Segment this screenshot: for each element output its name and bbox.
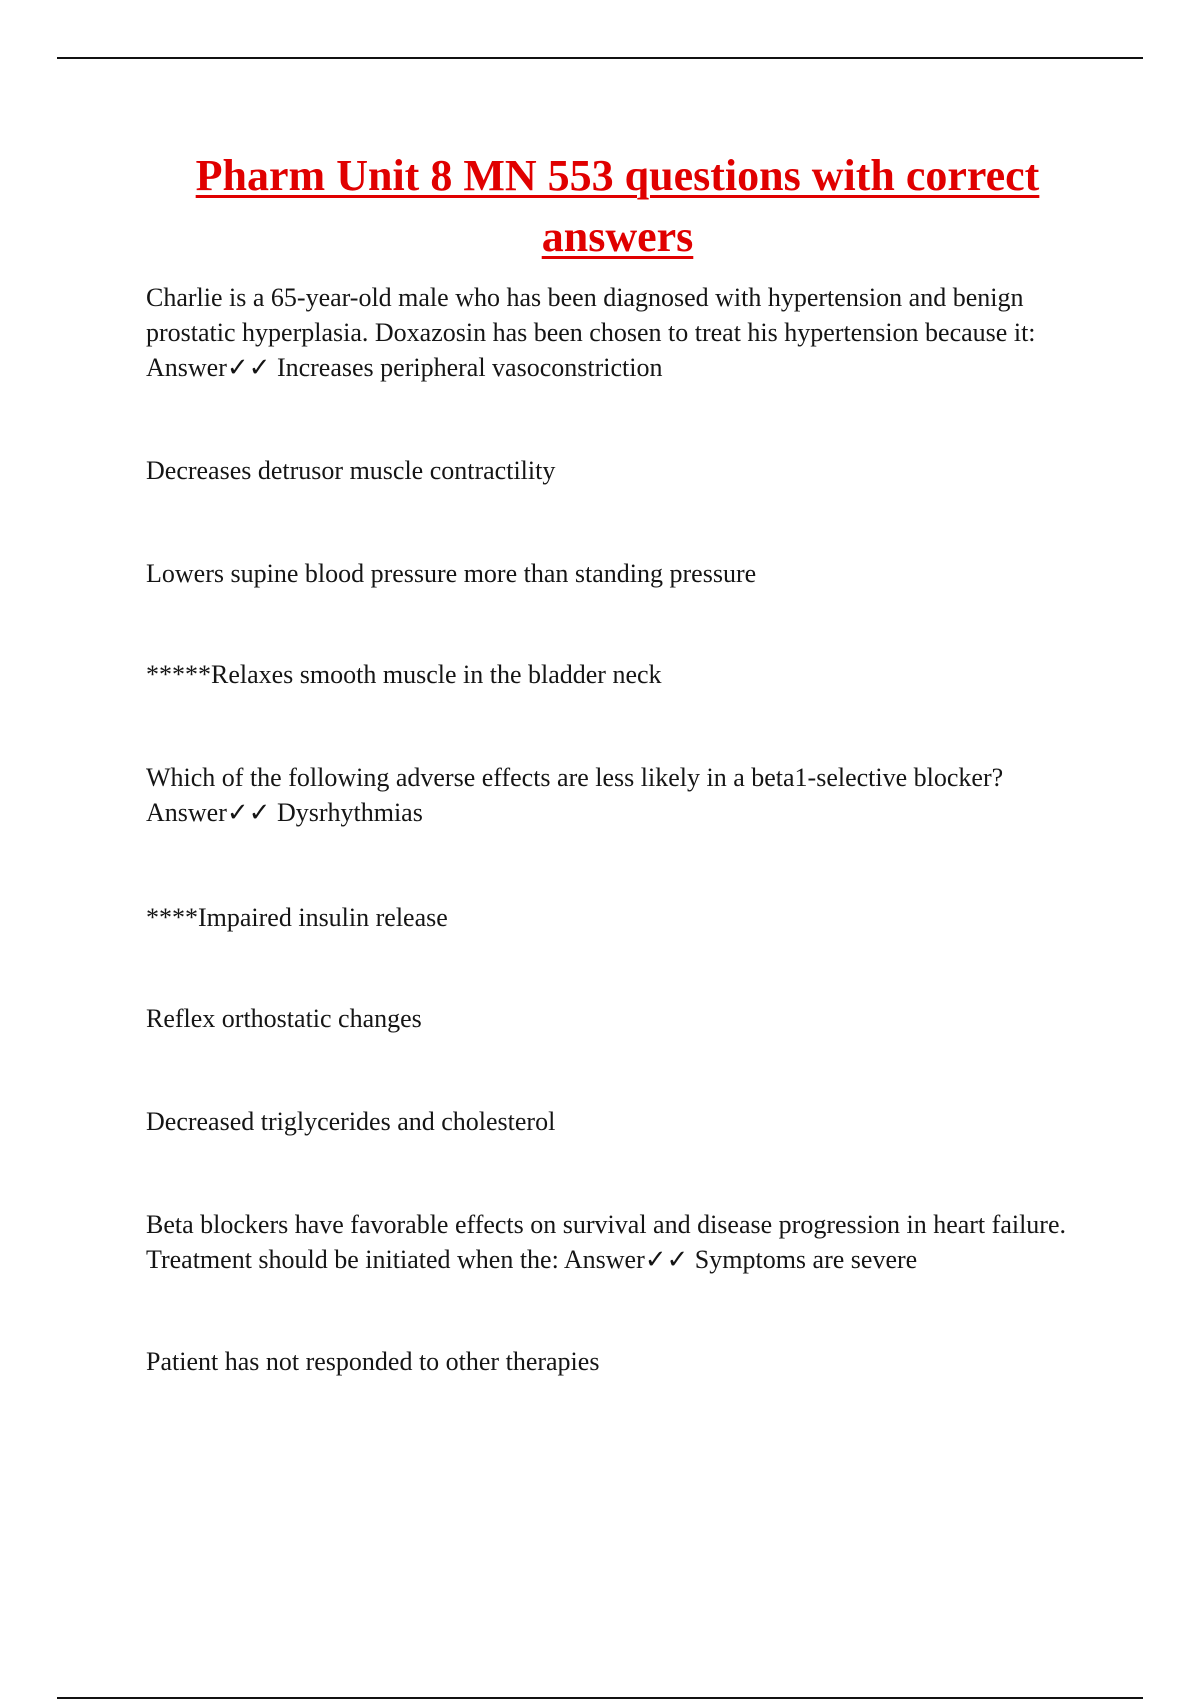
answer-option-text: Patient has not responded to other therapies: [146, 1347, 600, 1376]
answer-option-text: Decreases detrusor muscle contractility: [146, 456, 556, 485]
question-3-text: Beta blockers have favorable effects on survival and disease progression in heart failure. Treatment should be initiated when the: Answer✓✓ Symptoms are severe: [146, 1210, 1067, 1274]
bottom-rule: [57, 1697, 1143, 1699]
answer-option-text: *****Relaxes smooth muscle in the bladder neck: [146, 660, 662, 689]
answer-option-text: ****Impaired insulin release: [146, 903, 448, 932]
answer-option-text: Reflex orthostatic changes: [146, 1004, 422, 1033]
top-rule: [57, 57, 1143, 59]
question-2-text: Which of the following adverse effects are less likely in a beta1-selective blocker? Answer✓✓ Dysrhythmias: [146, 763, 1004, 827]
answer-option-text: Decreased triglycerides and cholesterol: [146, 1107, 556, 1136]
answer-option-text: Lowers supine blood pressure more than standing pressure: [146, 559, 757, 588]
document-title: Pharm Unit 8 MN 553 questions with correct answers: [195, 151, 1040, 261]
question-1-text: Charlie is a 65-year-old male who has been diagnosed with hypertension and benign prostatic hyperplasia. Doxazosin has been chosen to treat his hypertension because it: Answer✓✓ Increases peripheral vasoconstriction: [146, 283, 1036, 382]
